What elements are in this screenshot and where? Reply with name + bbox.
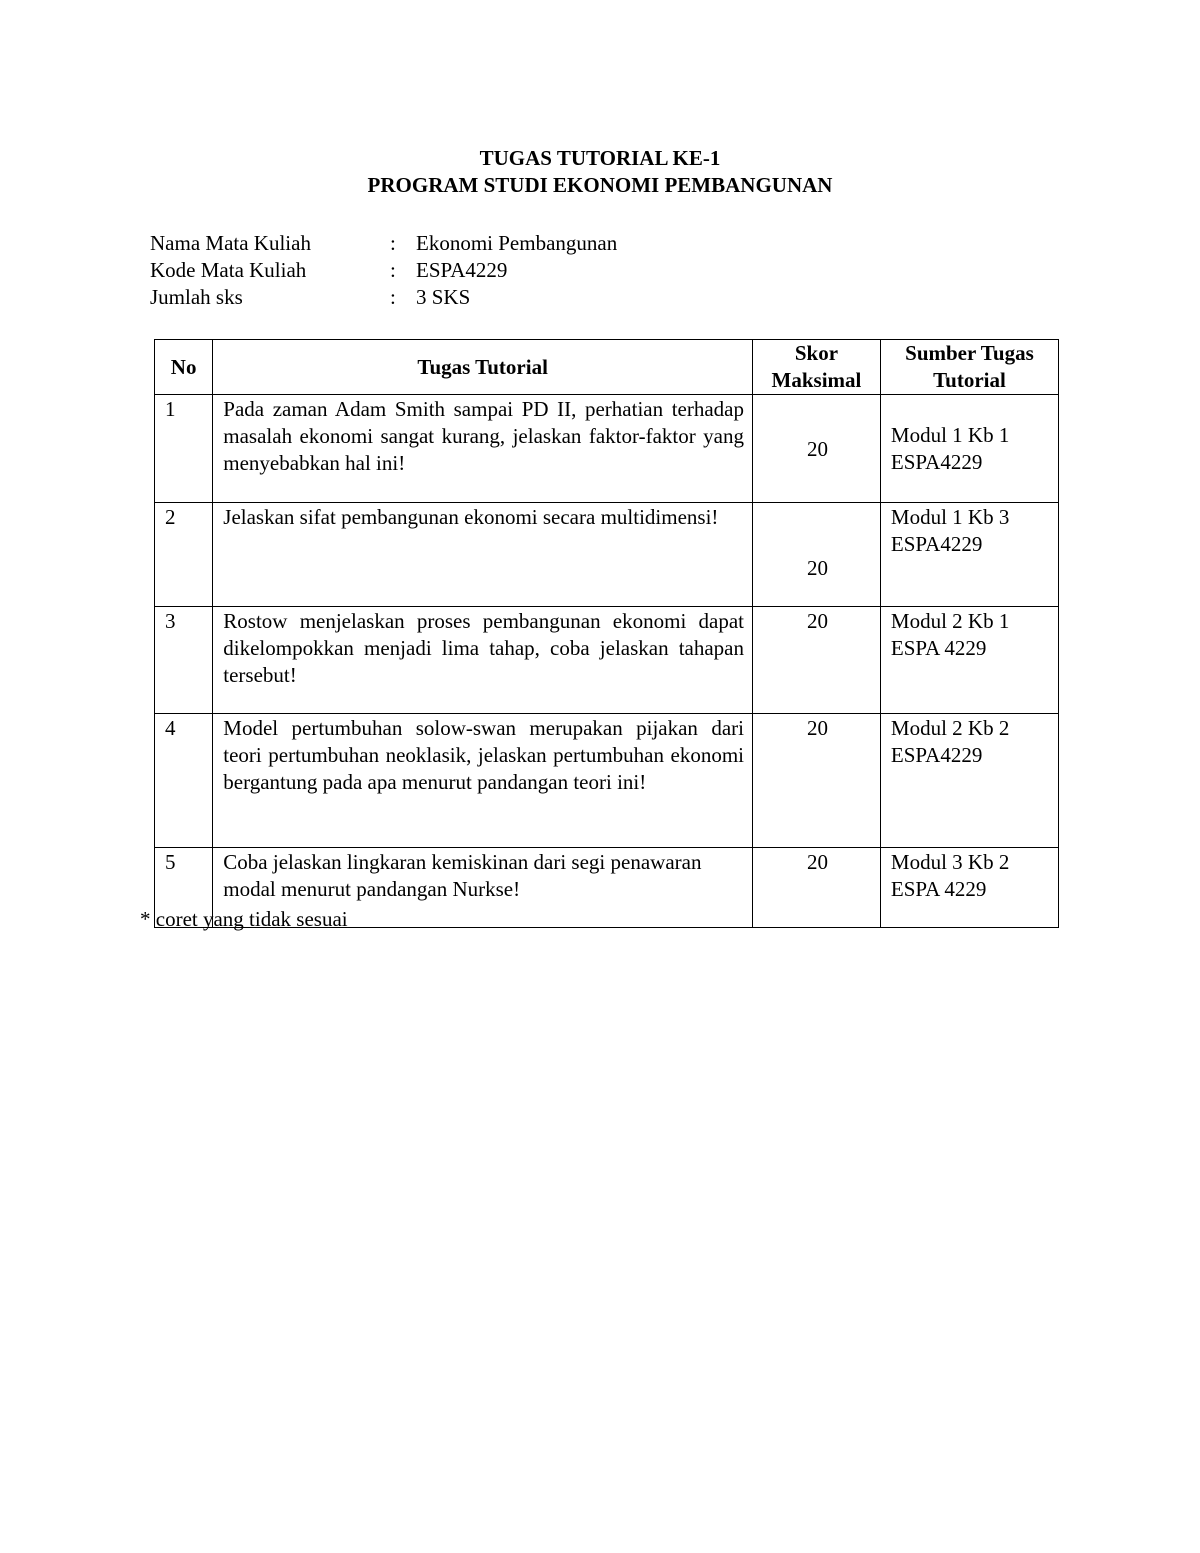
course-name-label: Nama Mata Kuliah [150,231,311,255]
credits-value: 3 SKS [416,285,471,309]
credits-label: Jumlah sks [150,285,243,309]
source-module: Modul 2 Kb 1 [890,609,1010,633]
task-text: Jelaskan sifat pembangunan ekonomi secara multidimensi! [213,503,753,607]
tasks-table [154,339,1059,928]
header-max-score-line2: Maksimal [771,368,862,392]
task-source [880,503,1058,607]
footnote: * coret yang tidak sesuai [140,907,348,931]
max-score: 20 [753,714,881,848]
row-number: 4 [155,714,213,848]
colon: : [390,285,396,309]
task-source [880,848,1058,928]
source-code: ESPA4229 [890,450,983,474]
document-title: TUGAS TUTORIAL KE-1 [479,146,721,170]
header-source-line2: Tutorial [933,368,1006,392]
source-code: ESPA 4229 [890,636,987,660]
header-source-line1: Sumber Tugas [905,341,1034,365]
task-text: Model pertumbuhan solow-swan merupakan pijakan dari teori pertumbuhan neoklasik, jelaskan pertumbuhan ekonomi bergantung pada apa menurut pandangan teori ini! [213,714,753,848]
program-title: PROGRAM STUDI EKONOMI PEMBANGUNAN [367,173,833,197]
header-source [880,340,1058,395]
course-code-value: ESPA4229 [416,258,508,282]
source-code: ESPA4229 [890,532,983,556]
table-row [155,395,1059,503]
colon: : [390,231,396,255]
source-module: Modul 1 Kb 1 [890,423,1010,447]
table-header-row [155,340,1059,395]
task-text: Rostow menjelaskan proses pembangunan ekonomi dapat dikelompokkan menjadi lima tahap, coba jelaskan tahapan tersebut! [213,607,753,714]
header-max-score [753,340,881,395]
course-name-row [150,230,617,257]
task-source [880,395,1058,503]
header-no: No [155,340,213,395]
source-code: ESPA 4229 [890,877,987,901]
course-code-row [150,257,617,284]
source-module: Modul 2 Kb 2 [890,716,1010,740]
task-text: Coba jelaskan lingkaran kemiskinan dari segi penawaran modal menurut pandangan Nurkse! [213,848,753,928]
max-score: 20 [753,395,881,503]
course-code-label: Kode Mata Kuliah [150,258,307,282]
max-score: 20 [753,848,881,928]
credits-row [150,284,617,311]
colon: : [390,258,396,282]
table-row [155,714,1059,848]
header-max-score-line1: Skor [794,341,839,365]
source-module: Modul 3 Kb 2 [890,850,1010,874]
max-score: 20 [753,607,881,714]
task-source [880,714,1058,848]
course-info [150,230,617,311]
row-number: 3 [155,607,213,714]
source-code: ESPA4229 [890,743,983,767]
table-row [155,607,1059,714]
max-score: 20 [753,503,881,607]
header-task: Tugas Tutorial [213,340,753,395]
course-name-value: Ekonomi Pembangunan [416,231,618,255]
row-number: 5 [155,848,213,928]
task-text: Pada zaman Adam Smith sampai PD II, perhatian terhadap masalah ekonomi sangat kurang, jelaskan faktor-faktor yang menyebabkan hal ini! [213,395,753,503]
row-number: 1 [155,395,213,503]
row-number: 2 [155,503,213,607]
table-row [155,503,1059,607]
task-source [880,607,1058,714]
source-module: Modul 1 Kb 3 [890,505,1010,529]
